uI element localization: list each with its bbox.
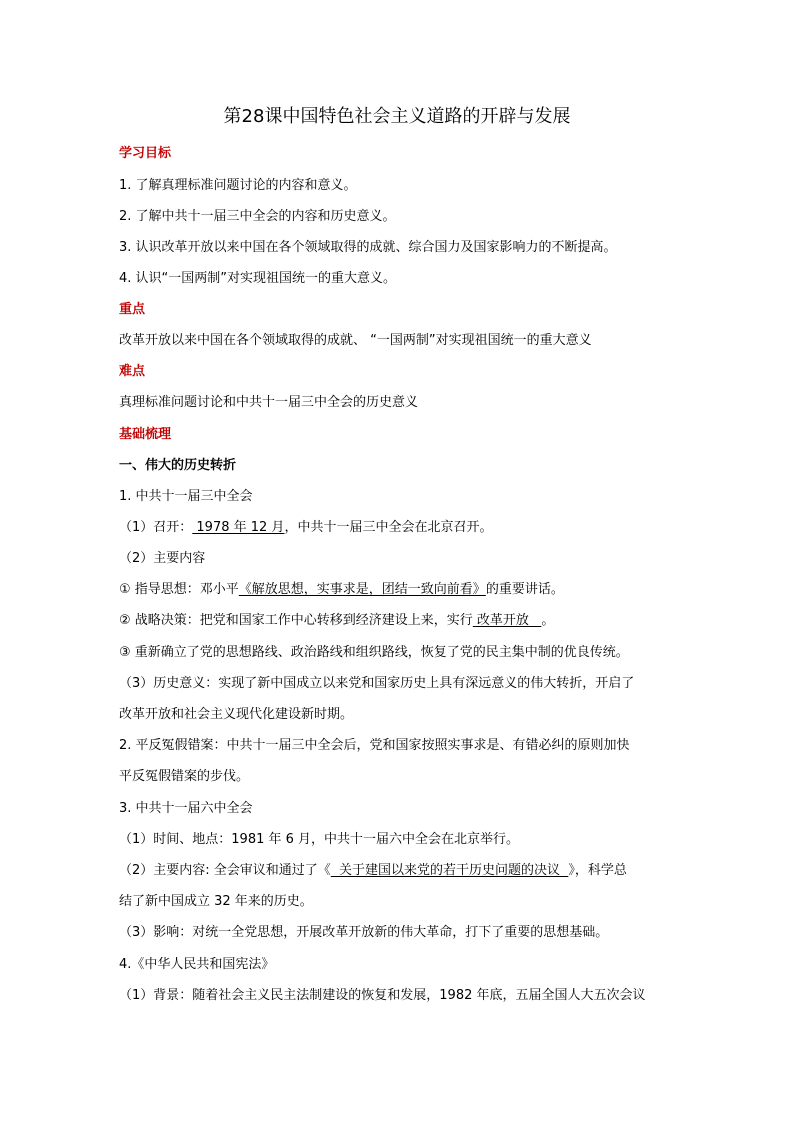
paragraph-line: 平反冤假错案的步伐。 bbox=[119, 769, 250, 784]
paragraph-line bbox=[119, 862, 679, 880]
key-points-heading: 重点 bbox=[119, 302, 146, 317]
paragraph-line: （2）主要内容 bbox=[119, 551, 206, 566]
line-text: 》，科学总 bbox=[568, 863, 627, 878]
objectives-heading: 学习目标 bbox=[119, 146, 172, 161]
basics-heading: 基础梳理 bbox=[119, 427, 172, 442]
subsection-heading: 3. 中共十一届六中全会 bbox=[119, 801, 253, 816]
line-text: ① 指导思想：邓小平 bbox=[119, 582, 239, 597]
paragraph-line: 结了新中国成立 32 年来的历史。 bbox=[119, 894, 313, 909]
paragraph-line: 2. 平反冤假错案：中共十一届三中全会后，党和国家按照实事求是、有错必纠的原则加快 bbox=[119, 738, 630, 753]
line-text: （2）主要内容: 全会审议和通过了《 bbox=[119, 863, 331, 878]
fill-blank-answer: 1978 年 12 月 bbox=[192, 520, 285, 535]
paragraph-line: ③ 重新确立了党的思想路线、政治路线和组织路线，恢复了党的民主集中制的优良传统。 bbox=[119, 645, 629, 660]
line-text: 的重要讲话。 bbox=[485, 582, 564, 597]
difficulties-heading: 难点 bbox=[119, 364, 146, 379]
objective-item: 1. 了解真理标准问题讨论的内容和意义。 bbox=[119, 178, 357, 193]
paragraph-line: （3）历史意义：实现了新中国成立以来党和国家历史上具有深远意义的伟大转折，开启了 bbox=[119, 676, 635, 691]
subsection-heading: 4.《中华人民共和国宪法》 bbox=[119, 957, 275, 972]
fill-blank-answer: 关于建国以来党的若干历史问题的决议 bbox=[330, 863, 569, 878]
line-text: ② 战略决策：把党和国家工作中心转移到经济建设上来，实行 bbox=[119, 613, 473, 628]
line-text: （1）召开： bbox=[119, 520, 193, 535]
paragraph-line bbox=[119, 612, 679, 630]
objective-item: 2. 了解中共十一届三中全会的内容和历史意义。 bbox=[119, 209, 396, 224]
line-text: 。 bbox=[541, 613, 555, 628]
objective-item: 3. 认识改革开放以来中国在各个领域取得的成就、综合国力及国家影响力的不断提高。 bbox=[119, 240, 617, 255]
paragraph-line: （3）影响：对统一全党思想，开展改革开放新的伟大革命，打下了重要的思想基础。 bbox=[119, 925, 609, 940]
paragraph-line: （1）背景：随着社会主义民主法制建设的恢复和发展，1982 年底，五届全国人大五次会议 bbox=[119, 988, 646, 1003]
fill-blank-answer: 改革开放 bbox=[472, 613, 542, 628]
fill-blank-answer: 《解放思想，实事求是，团结一致向前看》 bbox=[238, 582, 486, 597]
paragraph-line: （1）时间、地点：1981 年 6 月，中共十一届六中全会在北京举行。 bbox=[119, 832, 520, 847]
section-heading: 一、伟大的历史转折 bbox=[119, 458, 237, 473]
subsection-heading: 1. 中共十一届三中全会 bbox=[119, 489, 253, 504]
key-points-text: 改革开放以来中国在各个领域取得的成就、 “一国两制”对实现祖国统一的重大意义 bbox=[119, 333, 592, 348]
paragraph-line: 改革开放和社会主义现代化建设新时期。 bbox=[119, 707, 354, 722]
difficulties-text: 真理标准问题讨论和中共十一届三中全会的历史意义 bbox=[119, 395, 419, 410]
objective-item: 4. 认识“一国两制”对实现祖国统一的重大意义。 bbox=[119, 271, 397, 286]
paragraph-line bbox=[119, 581, 679, 599]
line-text: ，中共十一届三中全会在北京召开。 bbox=[284, 520, 493, 535]
paragraph-line bbox=[119, 519, 679, 537]
page-title: 第28课中国特色社会主义道路的开辟与发展 bbox=[223, 106, 571, 127]
